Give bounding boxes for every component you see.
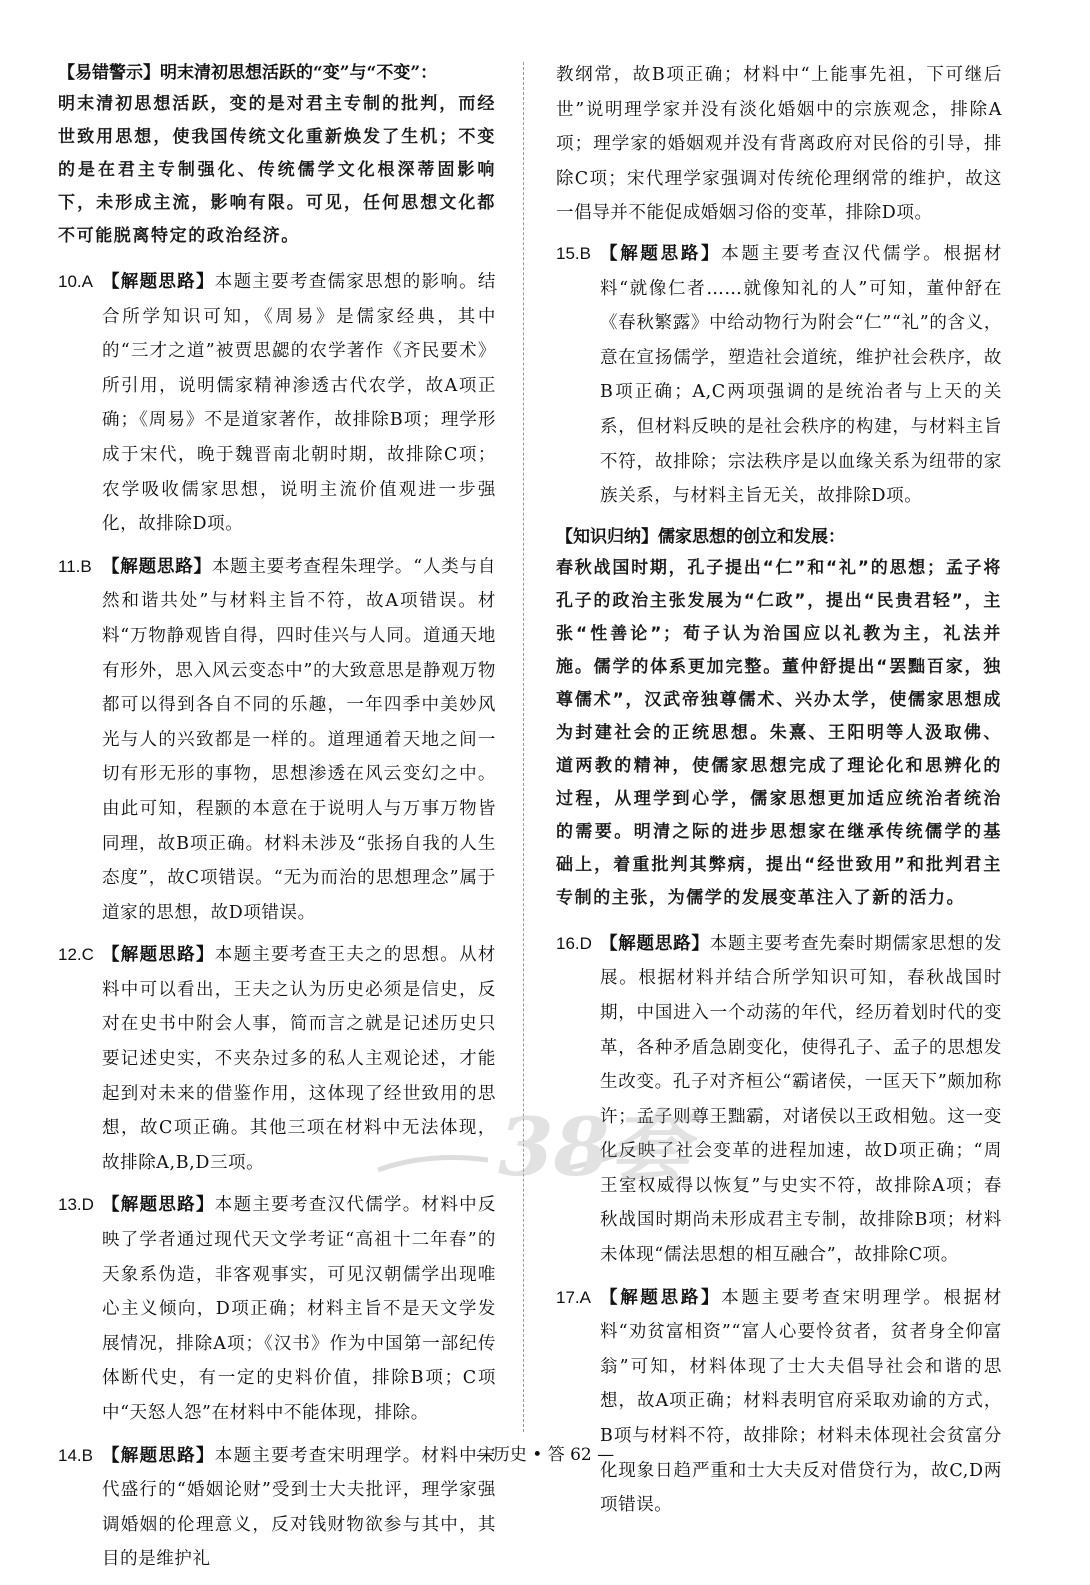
left-column	[58, 58, 496, 1585]
answer-tag: 【解题思路】	[102, 556, 212, 577]
answer-number: 16.D	[556, 933, 592, 953]
column-divider	[523, 62, 524, 1432]
right-column	[556, 58, 1002, 1531]
answer-text: 本题主要考查汉代儒学。根据材料“就像仁者……就像知礼的人”可知，董仲舒在《春秋繁露》中给动物行为附会“仁”“礼”的含义，意在宣扬儒学，塑造社会道统，维护社会秩序，故B项正确；A,C两项强调的是统治者与上天的关系，但材料反映的是社会秩序的构建，与材料主旨不符，故排除；宗法秩序是以血缘关系为纽带的家族关系，与材料主旨无关，故排除D项。	[600, 243, 1002, 507]
warning-tag: 【易错警示】	[58, 63, 160, 83]
answer-text: 本题主要考查程朱理学。“人类与自然和谐共处”与材料主旨不符，故A项错误。材料“万物静观皆自得，四时佳兴与人同。道通天地有形外，思入风云变态中”的大致意思是静观万物都可以得到各自不同的乐趣，一年四季中美妙风光与人的兴致都是一样的。道理通着天地之间一切有形无形的事物，思想渗透在风云变幻之中。由此可知，程颢的本意在于说明人与万事万物皆同理，故B项正确。材料未涉及“张扬自我的人生态度”，故C项错误。“无为而治的思想理念”属于道家的思想，故D项错误。	[102, 556, 496, 923]
answer-item-10	[58, 265, 496, 542]
warning-box	[58, 58, 496, 253]
answer-tag: 【解题思路】	[102, 272, 215, 292]
answer-item-17	[556, 1281, 1002, 1523]
answer-item-13	[58, 1188, 496, 1430]
answer-tag: 【解题思路】	[102, 1445, 215, 1466]
answer-tag: 【解题思路】	[102, 1195, 215, 1216]
knowledge-title: 儒家思想的创立和发展：	[658, 526, 845, 547]
answer-number: 11.B	[58, 556, 92, 576]
knowledge-tag: 【知识归纳】	[556, 526, 658, 547]
answer-text: 本题主要考查宋明理学。材料中宋代盛行的“婚姻论财”受到士大夫批评，理学家强调婚姻的伦理意义，反对钱财物欲参与其中，其目的是维护礼	[102, 1445, 497, 1570]
answer-tag: 【解题思路】	[600, 933, 710, 954]
answer-number: 15.B	[556, 243, 591, 263]
warning-body: 明末清初思想活跃，变的是对君主专制的批判，而经世致用思想，使我国传统文化重新焕发了生机；不变的是在君主专制强化、传统儒学文化根深蒂固影响下，未形成主流，影响有限。可见，任何思想文化都不可能脱离特定的政治经济。	[58, 94, 496, 246]
answer-text: 本题主要考查先秦时期儒家思想的发展。根据材料并结合所学知识可知，春秋战国时期，中国进入一个动荡的年代，经历着划时代的变革，各种矛盾急剧变化，使得孔子、孟子的思想发生改变。孔子对齐桓公“霸诸侯，一匡天下”颇加称许；孟子则尊王黜霸，对诸侯以王政相勉。这一变化反映了社会变革的进程加速，故D项正确；“周王室权威得以恢复”与史实不符，故排除A项；春秋战国时期尚未形成君主专制，故排除B项；材料未体现“儒法思想的相互融合”，故排除C项。	[600, 933, 1002, 1266]
answer-number: 12.C	[58, 945, 94, 965]
knowledge-body: 春秋战国时期，孔子提出“仁”和“礼”的思想；孟子将孔子的政治主张发展为“仁政”，提出“民贵君轻”，主张“性善论”；荀子认为治国应以礼教为主，礼法并施。儒学的体系更加完整。董仲舒提出“罢黜百家，独尊儒术”，汉武帝独尊儒术、兴办太学，使儒家思想成为封建社会的正统思想。朱熹、王阳明等人汲取佛、道两教的精神，使儒家思想完成了理论化和思辨化的过程，从理学到心学，儒家思想更加适应统治者统治的需要。明清之际的进步思想家在继承传统儒学的基础上，着重批判其弊病，提出“经世致用”和批判君主专制的主张，为儒学的发展变革注入了新的活力。	[556, 557, 1002, 908]
answer-number: 17.A	[556, 1287, 591, 1307]
answer-text: 本题主要考查儒家思想的影响。结合所学知识可知，《周易》是儒家经典，其中的“三才之道”被贾思勰的农学著作《齐民要术》所引用，说明儒家精神渗透古代农学，故A项正确；《周易》不是道家著作，故排除B项；理学形成于宋代，晚于魏晋南北朝时期，故排除C项；农学吸收儒家思想，说明主流价值观进一步强化，故排除D项。	[102, 272, 497, 535]
page-footer: —历史 • 答 62 —	[475, 1445, 615, 1465]
answer-number: 14.B	[58, 1445, 93, 1465]
watermark-text: 38套	[498, 1100, 690, 1194]
answer-text: 本题主要考查王夫之的思想。从材料中可以看出，王夫之认为历史必须是信史，反对在史书中附会人事，简而言之就是记述历史只要记述史实，不夹杂过多的私人主观论述，才能起到对未来的借鉴作用，这体现了经世致用的思想，故C项正确。其他三项在材料中无法体现，故排除A,B,D三项。	[102, 945, 497, 1173]
watermark-logo	[368, 1090, 690, 1200]
answer-number: 10.A	[58, 272, 93, 291]
answer-tag: 【解题思路】	[600, 243, 722, 264]
answer-tag: 【解题思路】	[600, 1287, 722, 1308]
answer-text: 本题主要考查宋明理学。根据材料“劝贫富相资”“富人心要怜贫者，贫者身全仰富翁”可知，材料体现了士大夫倡导社会和谐的思想，故A项正确；材料表明官府采取劝谕的方式，B项与材料不符，故排除；材料未体现社会贫富分化现象日趋严重和士大夫反对借贷行为，故C,D两项错误。	[600, 1287, 1002, 1516]
answer-tag: 【解题思路】	[102, 945, 215, 966]
answer-number: 13.D	[58, 1195, 94, 1215]
answer-text: 本题主要考查汉代儒学。材料中反映了学者通过现代天文学考证“高祖十二年春”的天象系伪造，非客观事实，可见汉朝儒学出现唯心主义倾向，D项正确；材料主旨不是天文学发展情况，排除A项；《汉书》作为中国第一部纪传体断代史，有一定的史料价值，排除B项；C项中“天怒人怨”在材料中不能体现，排除。	[102, 1195, 497, 1423]
answer-14-continuation: 教纲常，故B项正确；材料中“上能事先祖，下可继后世”说明理学家并没有淡化婚姻中的宗族观念，排除A项；理学家的婚姻观并没有背离政府对民俗的引导，排除C项；宋代理学家强调对传统伦理纲常的维护，故这一倡导并不能促成婚姻习俗的变革，排除D项。	[556, 65, 1002, 224]
answer-item-15	[556, 237, 1002, 514]
answer-item-11	[58, 550, 496, 931]
warning-title: 明末清初思想活跃的“变”与“不变”：	[160, 63, 438, 83]
knowledge-box	[556, 522, 1002, 915]
